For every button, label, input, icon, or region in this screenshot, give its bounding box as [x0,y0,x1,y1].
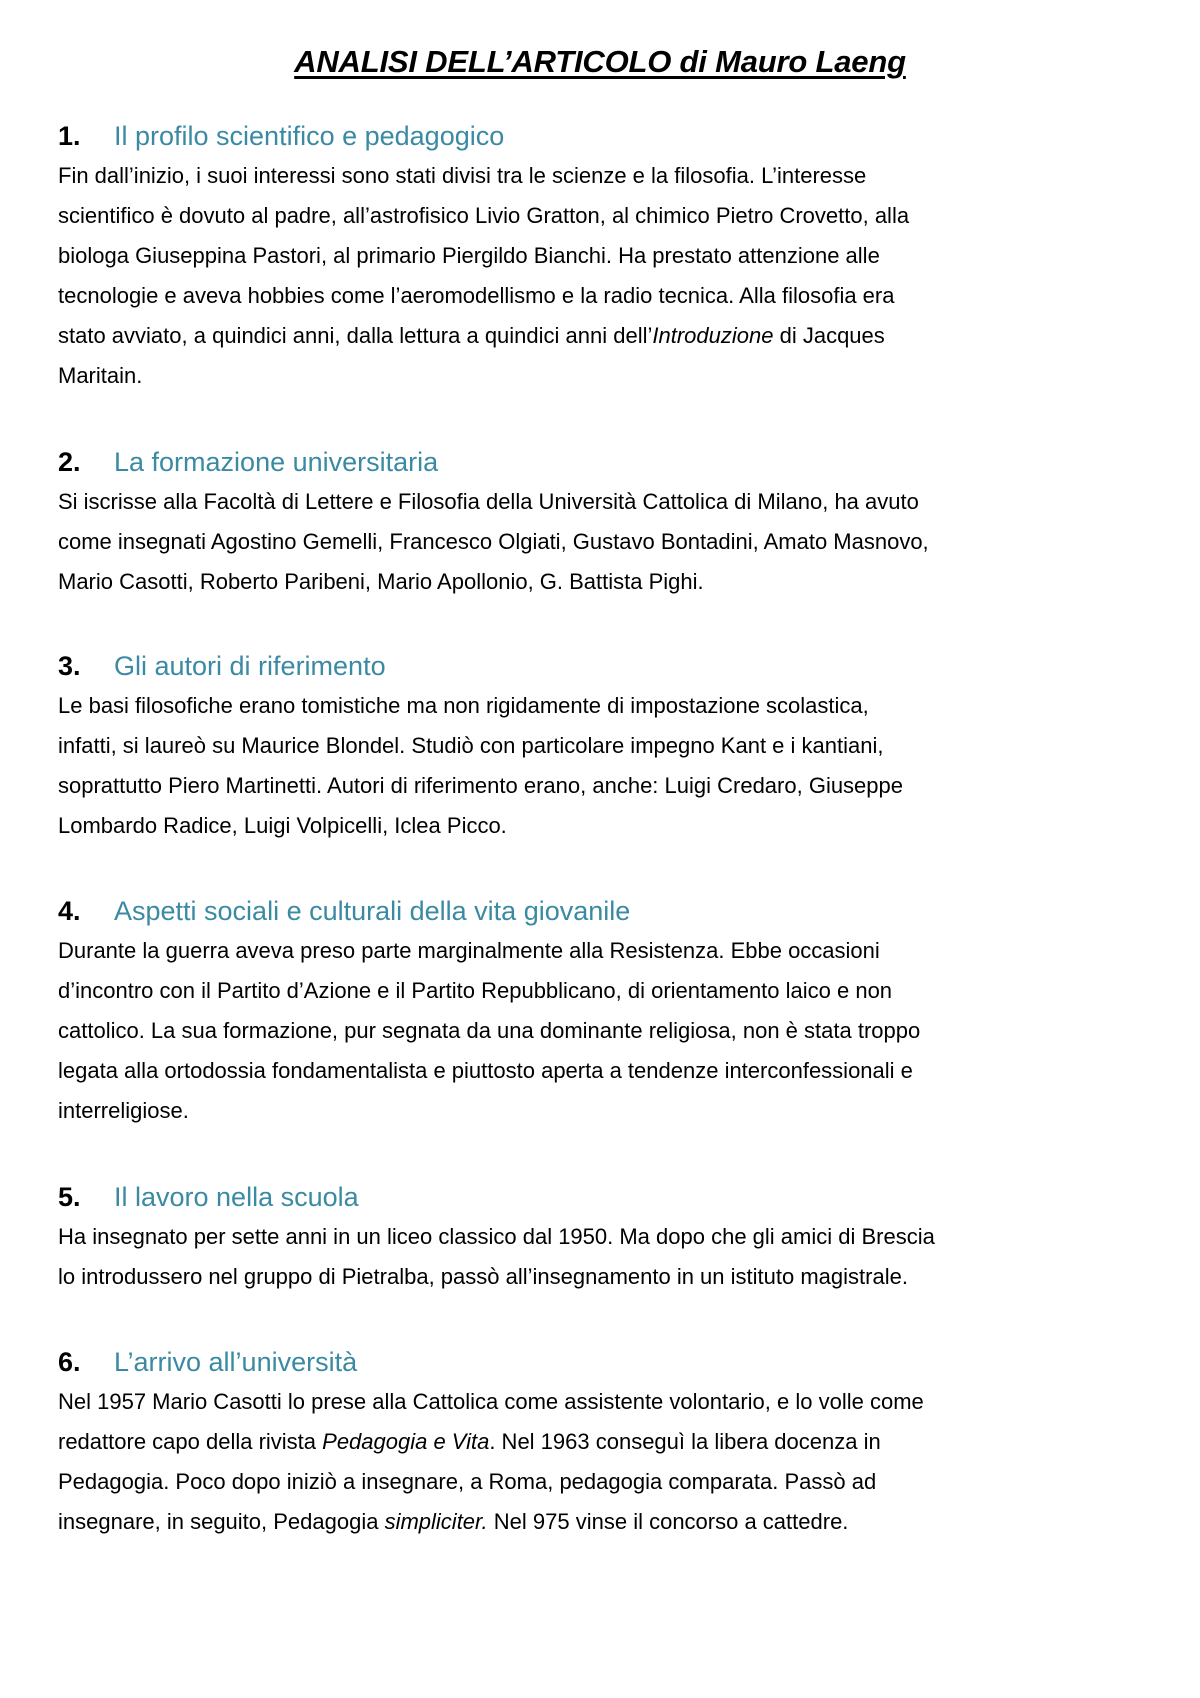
paragraph-line: interreligiose. [58,1098,189,1123]
section-title: Il profilo scientifico e pedagogico [114,121,505,151]
paragraph-line: Durante la guerra aveva preso parte marginalmente alla Resistenza. Ebbe occasioni [58,938,880,963]
section-number: 4. [58,896,81,926]
paragraph-line: cattolico. La sua formazione, pur segnata da una dominante religiosa, non è stata troppo [58,1018,921,1043]
paragraph-line: Mario Casotti, Roberto Paribeni, Mario Apollonio, G. Battista Pighi. [58,569,704,594]
section-title: Aspetti sociali e culturali della vita giovanile [114,896,631,926]
section-number: 1. [58,121,81,151]
section-paragraph [58,482,1088,602]
section-title: Gli autori di riferimento [114,651,386,681]
paragraph-line: legata alla ortodossia fondamentalista e piuttosto aperta a tendenze interconfessionali e [58,1058,913,1083]
text-run: redattore capo della rivista [58,1429,323,1454]
paragraph-line: d’incontro con il Partito d’Azione e il Partito Repubblicano, di orientamento laico e non [58,978,893,1003]
section-title: La formazione universitaria [114,447,439,477]
text-run: stato avviato, a quindici anni, dalla lettura a quindici anni dell’ [58,323,653,348]
paragraph-line: Si iscrisse alla Facoltà di Lettere e Filosofia della Università Cattolica di Milano, ha avuto [58,489,919,514]
section-heading [58,116,1088,156]
paragraph-line: Le basi filosofiche erano tomistiche ma non rigidamente di impostazione scolastica, [58,693,869,718]
paragraph-line: Ha insegnato per sette anni in un liceo classico dal 1950. Ma dopo che gli amici di Brescia [58,1224,935,1249]
section-title: L’arrivo all’università [114,1347,358,1377]
section-heading [58,442,1088,482]
paragraph-line [58,316,1088,356]
paragraph-line [58,1422,1088,1462]
section-heading [58,891,1088,931]
section-title: Il lavoro nella scuola [114,1182,359,1212]
section-4 [58,891,1088,1131]
paragraph-line: Nel 1957 Mario Casotti lo prese alla Cattolica come assistente volontario, e lo volle come [58,1389,924,1414]
paragraph-line: Pedagogia. Poco dopo iniziò a insegnare, a Roma, pedagogia comparata. Passò ad [58,1469,877,1494]
paragraph-line: tecnologie e aveva hobbies come l’aeromodellismo e la radio tecnica. Alla filosofia era [58,283,895,308]
text-run: di Jacques [773,323,885,348]
section-5 [58,1177,1088,1297]
text-run: . Nel 1963 conseguì la libera docenza in [489,1429,881,1454]
italic-title: Introduzione [652,323,774,348]
paragraph-line: biologa Giuseppina Pastori, al primario Piergildo Bianchi. Ha prestato attenzione alle [58,243,880,268]
section-1 [58,116,1088,396]
section-3 [58,646,1088,846]
section-number: 5. [58,1182,81,1212]
section-paragraph [58,156,1088,396]
paragraph-line [58,1502,1088,1542]
paragraph-line: lo introdussero nel gruppo di Pietralba, passò all’insegnamento in un istituto magistrale. [58,1264,908,1289]
section-paragraph [58,686,1088,846]
paragraph-line: Lombardo Radice, Luigi Volpicelli, Iclea Picco. [58,813,507,838]
section-heading [58,1177,1088,1217]
document-title: ANALISI DELL’ARTICOLO di Mauro Laeng [294,44,906,79]
section-2 [58,442,1088,602]
paragraph-line: Fin dall’inizio, i suoi interessi sono stati divisi tra le scienze e la filosofia. L’interesse [58,163,867,188]
paragraph-line: Maritain. [58,363,143,388]
paragraph-line: come insegnati Agostino Gemelli, Francesco Olgiati, Gustavo Bontadini, Amato Masnovo, [58,529,929,554]
section-number: 6. [58,1347,81,1377]
section-heading [58,646,1088,686]
italic-term: simpliciter. [384,1509,488,1534]
paragraph-line: scientifico è dovuto al padre, all’astrofisico Livio Gratton, al chimico Pietro Crovetto, alla [58,203,910,228]
section-number: 2. [58,447,81,477]
text-run: insegnare, in seguito, Pedagogia [58,1509,385,1534]
section-6 [58,1342,1088,1542]
section-paragraph [58,1382,1088,1542]
section-number: 3. [58,651,81,681]
section-paragraph [58,931,1088,1131]
paragraph-line: infatti, si laureò su Maurice Blondel. Studiò con particolare impegno Kant e i kantiani, [58,733,884,758]
italic-title: Pedagogia e Vita [322,1429,490,1454]
section-paragraph [58,1217,1088,1297]
paragraph-line: soprattutto Piero Martinetti. Autori di riferimento erano, anche: Luigi Credaro, Giuseppe [58,773,904,798]
section-heading [58,1342,1088,1382]
text-run: Nel 975 vinse il concorso a cattedre. [487,1509,849,1534]
